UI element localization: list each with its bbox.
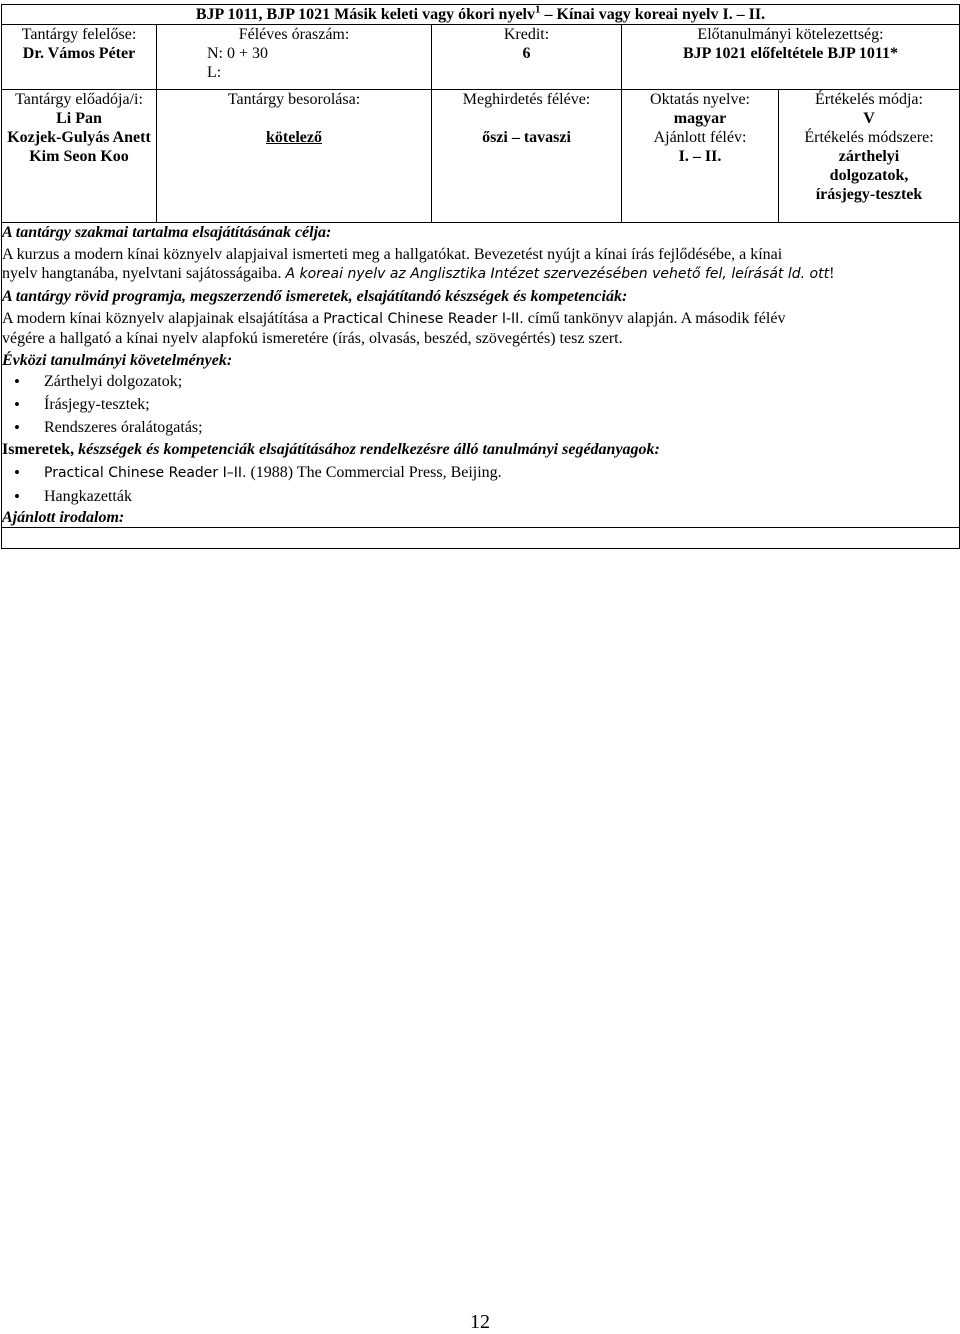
list-item: • Zárthelyi dolgozatok; — [2, 370, 959, 393]
course-body — [2, 223, 960, 528]
semester-value: I. – II. — [678, 148, 722, 165]
evaluation-method-label: Értékelés módszere: — [804, 129, 934, 146]
language-label: Oktatás nyelve: — [650, 91, 750, 108]
lecturer-name: Kim Seon Koo — [29, 148, 129, 165]
title-row — [2, 5, 960, 25]
hours-l: L: — [207, 64, 222, 81]
list-item: • Hangkazetták — [2, 485, 959, 508]
list-item: • Rendszeres óralátogatás; — [2, 416, 959, 439]
hours-cell — [157, 25, 432, 90]
lecturer-name: Kozjek-Gulyás Anett — [7, 129, 151, 146]
literature-heading: Ajánlott irodalom: — [2, 509, 125, 526]
announcement-value: őszi – tavaszi — [482, 129, 571, 146]
announcement-label: Meghirdetés féléve: — [462, 91, 591, 108]
evaluation-method-line: zárthelyi — [838, 148, 900, 165]
literature-row — [2, 528, 960, 549]
goal-note: A koreai nyelv az Anglisztika Intézet szervezésében vehető fel, leírását ld. ott — [285, 266, 830, 282]
prereq-cell — [622, 25, 960, 90]
lecturer-name: Li Pan — [56, 110, 102, 127]
requirements-heading: Évközi tanulmányi követelmények: — [2, 352, 233, 369]
credit-label: Kredit: — [503, 26, 550, 43]
requirements-list — [2, 370, 959, 439]
program-book-title: Practical Chinese Reader I-II. — [323, 311, 524, 327]
body-row — [2, 223, 960, 528]
materials-list — [2, 461, 959, 508]
responsible-cell — [2, 25, 157, 90]
hours-label: Féléves óraszám: — [238, 26, 350, 43]
program-text-part: A modern kínai köznyelv alapjainak elsajátítása a — [2, 310, 324, 327]
language-value: magyar — [673, 110, 727, 127]
evaluation-mode-label: Értékelés módja: — [815, 91, 923, 108]
goal-heading: A tantárgy szakmai tartalma elsajátításának célja: — [2, 224, 332, 241]
evaluation-method-line: írásjegy-tesztek — [815, 186, 923, 203]
goal-text-2 — [2, 264, 959, 284]
program-text-part: című tankönyv alapján. A második félév — [523, 310, 786, 327]
lecturers-cell — [2, 90, 157, 223]
evaluation-cell — [779, 90, 960, 223]
header-row-2 — [2, 90, 960, 223]
materials-book-title: Practical Chinese Reader I–II. — [44, 465, 247, 481]
syllabus-table — [1, 4, 960, 549]
course-title-text: BJP 1011, BJP 1021 Másik keleti vagy ókori nyelv — [195, 6, 535, 23]
evaluation-mode-value: V — [863, 110, 875, 127]
footnote-marker: 1 — [535, 3, 541, 16]
program-text — [2, 309, 959, 329]
semester-label: Ajánlott félév: — [653, 129, 747, 146]
list-item — [2, 461, 959, 485]
program-heading: A tantárgy rövid programja, megszerzendő ismeretek, elsajátítandó készségek és kompetenciák: — [2, 288, 628, 305]
header-row-1 — [2, 25, 960, 90]
goal-text: A kurzus a modern kínai köznyelv alapjaival ismerteti meg a hallgatókat. Bevezetést nyújt a kínai írás fejlődésébe, a kínai — [2, 246, 783, 263]
language-cell — [622, 90, 779, 223]
classification-label: Tantárgy besorolása: — [227, 91, 361, 108]
prereq-label: Előtanulmányi kötelezettség: — [697, 26, 884, 43]
classification-value: kötelező — [266, 129, 322, 146]
responsible-value: Dr. Vámos Péter — [22, 45, 136, 62]
page-number: 12 — [470, 1311, 490, 1333]
materials-heading-part: Ismeretek, — [2, 441, 79, 458]
lecturers-label: Tantárgy előadója/i: — [15, 91, 143, 108]
program-text-2: végére a hallgató a kínai nyelv alapfokú ismeretére (írás, olvasás, beszéd, szövegértés) tesz szert. — [2, 330, 623, 347]
course-title — [2, 5, 960, 25]
evaluation-method-line: dolgozatok, — [829, 167, 909, 184]
course-title-tail: – Kínai vagy koreai nyelv I. – II. — [540, 6, 766, 23]
materials-heading — [2, 440, 959, 459]
credit-value: 6 — [522, 45, 531, 62]
goal-text-part: nyelv hangtanába, nyelvtani sajátosságaiba. — [2, 265, 282, 282]
materials-heading-part: készségek és kompetenciák elsajátításához rendelkezésre álló tanulmányi segédanyagok: — [78, 441, 660, 458]
hours-n: N: 0 + 30 — [207, 45, 269, 62]
list-item: • Írásjegy-tesztek; — [2, 393, 959, 416]
announcement-cell — [432, 90, 622, 223]
responsible-label: Tantárgy felelőse: — [21, 26, 137, 43]
goal-note-end: ! — [829, 265, 835, 282]
prereq-value: BJP 1021 előfeltétele BJP 1011* — [682, 45, 899, 62]
credit-cell — [432, 25, 622, 90]
classification-cell — [157, 90, 432, 223]
materials-book-rest: (1988) The Commercial Press, Beijing. — [246, 464, 502, 481]
literature-cell — [2, 528, 960, 549]
